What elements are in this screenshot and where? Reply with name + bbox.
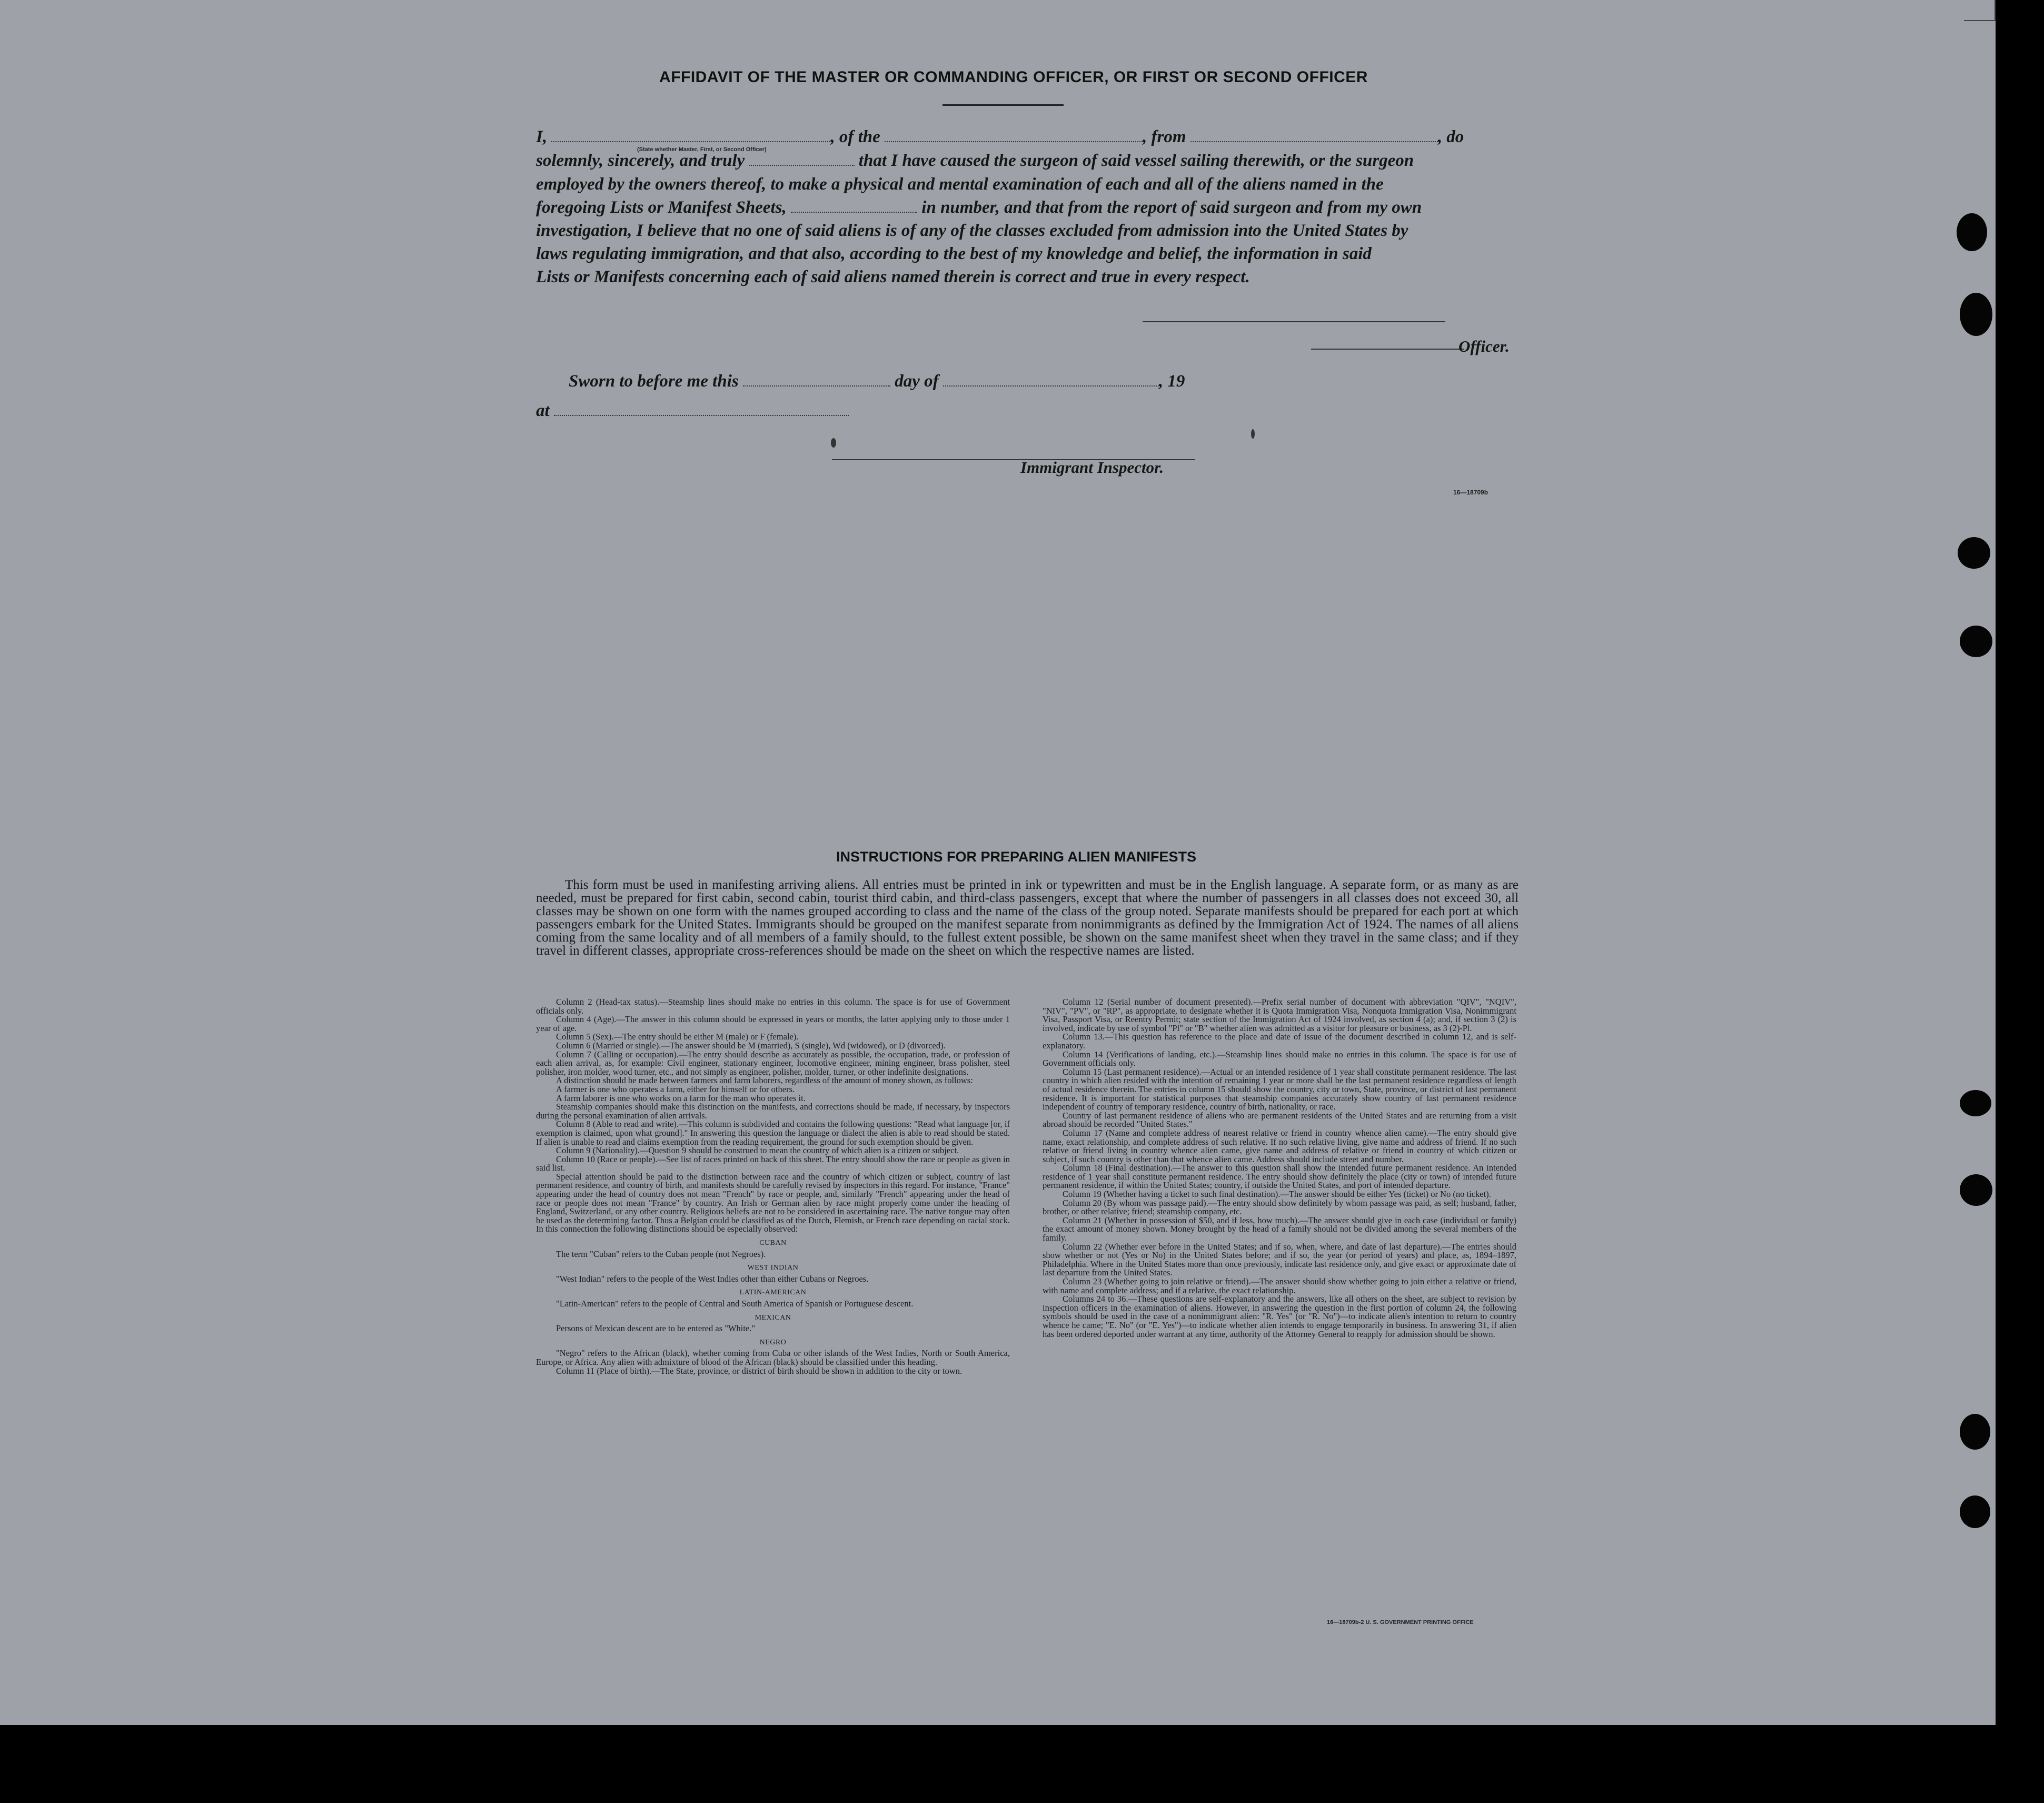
instruction-paragraph: Column 4 (Age).—The answer in this column should be expressed in years or months, the latter applying only to those under 1 year of age. [536,1014,1010,1033]
instruction-paragraph: Column 20 (By whom was passage paid).—The entry should show definitely by whom passage was paid, as self; husband, father, brother, or other relative; friend; steamship company, etc. [1043,1197,1516,1217]
instruction-paragraph: Column 8 (Able to read and write).—This column is subdivided and contains the following questions: "Read what language [or, if exemption is claimed, upon what ground]." In answering this question the language or dialect the alien is able to read should be stated. If alien is unable to read and claims exemption from the reading requirement, the ground for such exemption should be given. [536,1119,1010,1147]
sworn-line [569,372,1548,391]
section-heading: WEST INDIAN [747,1264,799,1272]
affidavit-title: AFFIDAVIT OF THE MASTER OR COMMANDING OFFICER, OR FIRST OR SECOND OFFICER [659,68,1368,86]
instruction-paragraph: "Negro" refers to the African (black), whether coming from Cuba or other islands of the West Indies, North or South America, Europe, or Africa. Any alien with admixture of blood of the African (black) should be classified under this heading. [536,1348,1010,1367]
affidavit-line-5: investigation, I believe that no one of said aliens is of any of the classes excluded from admission into the United States by [536,221,1408,240]
instruction-paragraph: A distinction should be made between farmers and farm laborers, regardless of the amount of money shown, as follows: [556,1075,973,1086]
corner-mark [1964,20,1996,21]
intro-paragraph: This form must be used in manifesting arriving aliens. All entries must be printed in ink or typewritten and must be in the English language. A separate form, or as many as are needed, must be prepared for first cabin, second cabin, tourist third cabin, and third-class passengers, except that where the number of passengers in all classes does not exceed 30, all classes may be shown on one form with the names grouped according to class and the name of the class of the group noted. Separate manifests should be prepared for each port at which passengers embark for the United States. Immigrants should be grouped on the manifest separate from nonimmigrants as defined by the Immigration Act of 1924. The names of all aliens coming from the same locality and of all members of a family should, to the fullest extent possible, be shown on the same manifest sheet when they travel in the same class; and if they travel in different classes, appropriate cross-references should be made on the sheet on which the respective names are listed. [536,878,1519,958]
officer-rank-note: (State whether Master, First, or Second Officer) [637,146,767,153]
affidavit-line-4-a: foregoing Lists or Manifest Sheets, [536,198,787,217]
instruction-paragraph: "West Indian" refers to the people of the West Indies other than either Cubans or Negroes. [556,1273,869,1284]
instruction-paragraph: Persons of Mexican descent are to be entered as "White." [556,1323,756,1334]
title-underline [942,104,1064,106]
at-label: at [536,401,550,420]
instructions-intro [536,878,1519,957]
affidavit-line-4-b: in number, and that from the report of said surgeon and from my own [921,198,1422,217]
instruction-paragraph: Column 6 (Married or single).—The answer should be M (married), S (single), Wd (widowed), or D (divorced). [556,1040,946,1051]
affidavit-line-1-b: , of the [830,127,880,146]
scan-border-bottom [0,1725,2044,1803]
instruction-paragraph: Column 19 (Whether having a ticket to such final destination).—The answer should be either Yes (ticket) or No (no ticket). [1063,1189,1491,1200]
scan-border-right [1996,0,2044,1803]
port-from-field[interactable] [1190,132,1438,142]
affidavit-line-1-a: I, [536,127,548,146]
affidavit-line-6: laws regulating immigration, and that also, according to the best of my knowledge and belief, the information in said [536,244,1372,263]
instruction-paragraph: Country of last permanent residence of aliens who are permanent residents of the United States and are returning from a visit abroad should be recorded "United States." [1043,1110,1516,1130]
binder-hole [1958,537,1990,569]
instruction-paragraph: Column 11 (Place of birth).—The State, province, or district of birth should be shown in addition to the city or town. [556,1365,963,1376]
sworn-label-a: Sworn to before me this [569,372,739,391]
instruction-paragraph: Column 18 (Final destination).—The answer to this question shall show the intended future permanent residence. An intended residence of 1 year shall constitute permanent residence. The entry should show definitely the place (city or town) of intended future permanent residence, if within the United States; country, if outside the United States, and port of intended departure. [1043,1163,1516,1191]
affidavit-line-1 [536,127,1515,147]
form-number: 16—18709b [1453,489,1489,496]
officer-signature-line[interactable] [1143,321,1445,322]
instruction-paragraph: Column 2 (Head-tax status).—Steamship lines should make no entries in this column. The space is for use of Government officials only. [536,997,1010,1016]
section-heading: MEXICAN [755,1313,791,1322]
sworn-month-field[interactable] [943,376,1159,387]
at-line [536,401,1515,421]
instruction-paragraph: Column 7 (Calling or occupation).—The entry should describe as accurately as possible, the occupation, trade, or profession of each alien arrival, as, for example: Civil engineer, stationary engineer, locomotive engineer, mining engineer, brass polisher, steel polisher, iron molder, wood turner, etc., and not simply as engineer, polisher, molder, turner, or other indefinite designations. [536,1049,1010,1077]
sworn-label-c: , 19 [1158,372,1185,391]
vessel-name-field[interactable] [885,132,1143,142]
affidavit-line-2-a: solemnly, sincerely, and truly [536,151,745,170]
instruction-paragraph: Column 12 (Serial number of document presented).—Prefix serial number of document with abbreviation "QIV", "NQIV", "NIV", "PV", or "RP", as appropriate, to designate whether it is Quota Immigration Visa, Nonquota Immigration Visa, Nonimmigrant Visa, Passport Visa, or Reentry Permit; state section of the Immigration Act of 1924 involved, as section 4 (a); and, if section 3 (2) is involved, indicate by use of symbol "Pl" or "B" whether alien was admitted as a visitor for pleasure or business, as 3 (2)-Pl. [1043,997,1516,1033]
instructions-title: INSTRUCTIONS FOR PREPARING ALIEN MANIFESTS [836,849,1197,865]
officer-title-line[interactable] [1311,349,1464,350]
binder-hole [1960,293,1992,336]
instruction-paragraph: Steamship companies should make this distinction on the manifests, and corrections should be made, if necessary, by inspectors during the personal examination of alien arrivals. [536,1102,1010,1121]
affidavit-line-1-c: , from [1143,127,1186,146]
affidavit-line-2-b: that I have caused the surgeon of said vessel sailing therewith, or the surgeon [858,151,1414,170]
inspector-label: Immigrant Inspector. [1020,458,1164,477]
sworn-day-field[interactable] [743,376,890,387]
sworn-place-field[interactable] [554,405,849,416]
section-heading: CUBAN [759,1239,787,1247]
instruction-paragraph: Column 23 (Whether going to join relative or friend).—The answer should show whether going to join either a relative or friend, with name and complete address; and if a relative, the exact relationship. [1043,1276,1516,1295]
affidavit-line-3: employed by the owners thereof, to make a physical and mental examination of each and all of the aliens named in the [536,175,1384,194]
binder-hole [1960,626,1992,657]
oath-type-field[interactable] [749,155,855,166]
instruction-paragraph: Column 10 (Race or people).—See list of races printed on back of this sheet. The entry should show the race or people as given in said list. [536,1154,1010,1173]
sheet-count-field[interactable] [791,202,917,213]
binder-hole [1960,1174,1992,1206]
ink-mark [1251,429,1255,439]
binder-hole [1960,1495,1990,1528]
section-heading: NEGRO [759,1338,787,1346]
corner-mark [1995,0,1996,21]
instruction-paragraph: "Latin-American" refers to the people of Central and South America of Spanish or Portuguese descent. [556,1299,914,1309]
instructions-right-column [1043,998,1516,1339]
instruction-paragraph: Column 14 (Verifications of landing, etc.).—Steamship lines should make no entries in this column. The space is for use of Government officials only. [1043,1049,1516,1068]
printing-office-footer: 16—18709b-2 U. S. GOVERNMENT PRINTING OFFICE [1327,1619,1474,1626]
section-heading: LATIN-AMERICAN [739,1289,807,1297]
officer-label: Officer. [1458,337,1510,355]
instruction-paragraph: Column 13.—This question has reference to the place and date of issue of the document described in column 12, and is self-explanatory. [1043,1032,1516,1051]
instruction-paragraph: Column 17 (Name and complete address of nearest relative or friend in country whence alien came).—The entry should give name, exact relationship, and complete address of such relative. If no such relative living, give name and address of friend. If no such relative or friend living in country whence alien came, give name and address of relative or friend in country of which citizen or subject, if such country is other than that whence alien came. Address should include street and number. [1043,1127,1516,1164]
affidavit-line-1-d: , do [1437,127,1464,146]
affidavit-line-4 [536,198,1515,217]
sworn-label-b: day of [895,372,939,391]
affidavit-line-7: Lists or Manifests concerning each of said aliens named therein is correct and true in every respect. [536,268,1250,286]
instruction-paragraph: Special attention should be paid to the distinction between race and the country of which citizen or subject, country of last permanent residence, and country of birth, and manifests should be carefully revised by inspectors in this regard. For instance, "France" appearing under the head of country does not mean "French" by race or people, and, similarly "French" appearing under the head of race or people does not mean "France" by country. An Irish or German alien by race might properly come under the heading of England, Switzerland, or any other country. Religious beliefs are not to be considered in ascertaining race. The native tongue may often be used as the determining factor. Thus a Belgian could be classified as of the Dutch, Flemish, or French race depending on racial stock. In this connection the following distinctions should be especially observed: [536,1171,1010,1234]
instruction-paragraph: A farm laborer is one who works on a farm for the man who operates it. [556,1093,806,1103]
instruction-paragraph: A farmer is one who operates a farm, either for himself or for others. [556,1084,795,1094]
instruction-paragraph: Column 15 (Last permanent residence).—Actual or an intended residence of 1 year shall constitute permanent residence. The last country in which alien resided with the intention of remaining 1 year or more shall be the last permanent residence regardless of length of actual residence therein. The entries in column 15 should show the country, city or town, State, province, or district of last permanent residence. It is important for statistical purposes that steamship companies accurately show country of last permanent residence independent of country of temporary residence, country of birth, nationality, or race. [1043,1066,1516,1112]
binder-hole [1957,213,1987,251]
instructions-left-column [536,998,1010,1375]
officer-rank-field[interactable] [551,132,830,142]
instruction-paragraph: Column 9 (Nationality).—Question 9 should be construed to mean the country of which alien is a citizen or subject. [556,1145,959,1156]
binder-hole [1960,1414,1990,1450]
instruction-paragraph: The term "Cuban" refers to the Cuban people (not Negroes). [556,1249,766,1259]
instruction-paragraph: Column 5 (Sex).—The entry should be either M (male) or F (female). [556,1032,799,1042]
binder-hole [1960,1090,1991,1116]
instruction-paragraph: Columns 24 to 36.—These questions are self-explanatory and the answers, like all others on the sheet, are subject to revision by inspection officers in the examination of aliens. However, in answering the question in the first portion of column 24, the following symbols should be used in the case of a nonimmigrant alien: "R. Yes" (or "R. No")—to indicate alien's intention to return to country whence he came; "E. No" (or "E. Yes")—to indicate whether alien intends to engage temporarily in business. In answering 31, if alien has been ordered deported under warrant at any time, authority of the Attorney General to reapply for admission should be shown. [1043,1294,1516,1339]
ink-mark [831,438,836,448]
instruction-paragraph: Column 21 (Whether in possession of $50, and if less, how much).—The answer should give in each case (individual or family) the exact amount of money shown. Money brought by the head of a family should not be divided among the several members of the family. [1043,1215,1516,1243]
instruction-paragraph: Column 22 (Whether ever before in the United States; and if so, when, where, and date of last departure).—The entries should show whether or not (Yes or No) in the United States before; and if so, the year (or period of years) and place, as, 1894–1897, Philadelphia. Where in the United States more than once previously, indicate last residence only, and give exact or approximate date of last departure from the United States. [1043,1241,1516,1278]
affidavit-line-2 [536,151,1515,171]
